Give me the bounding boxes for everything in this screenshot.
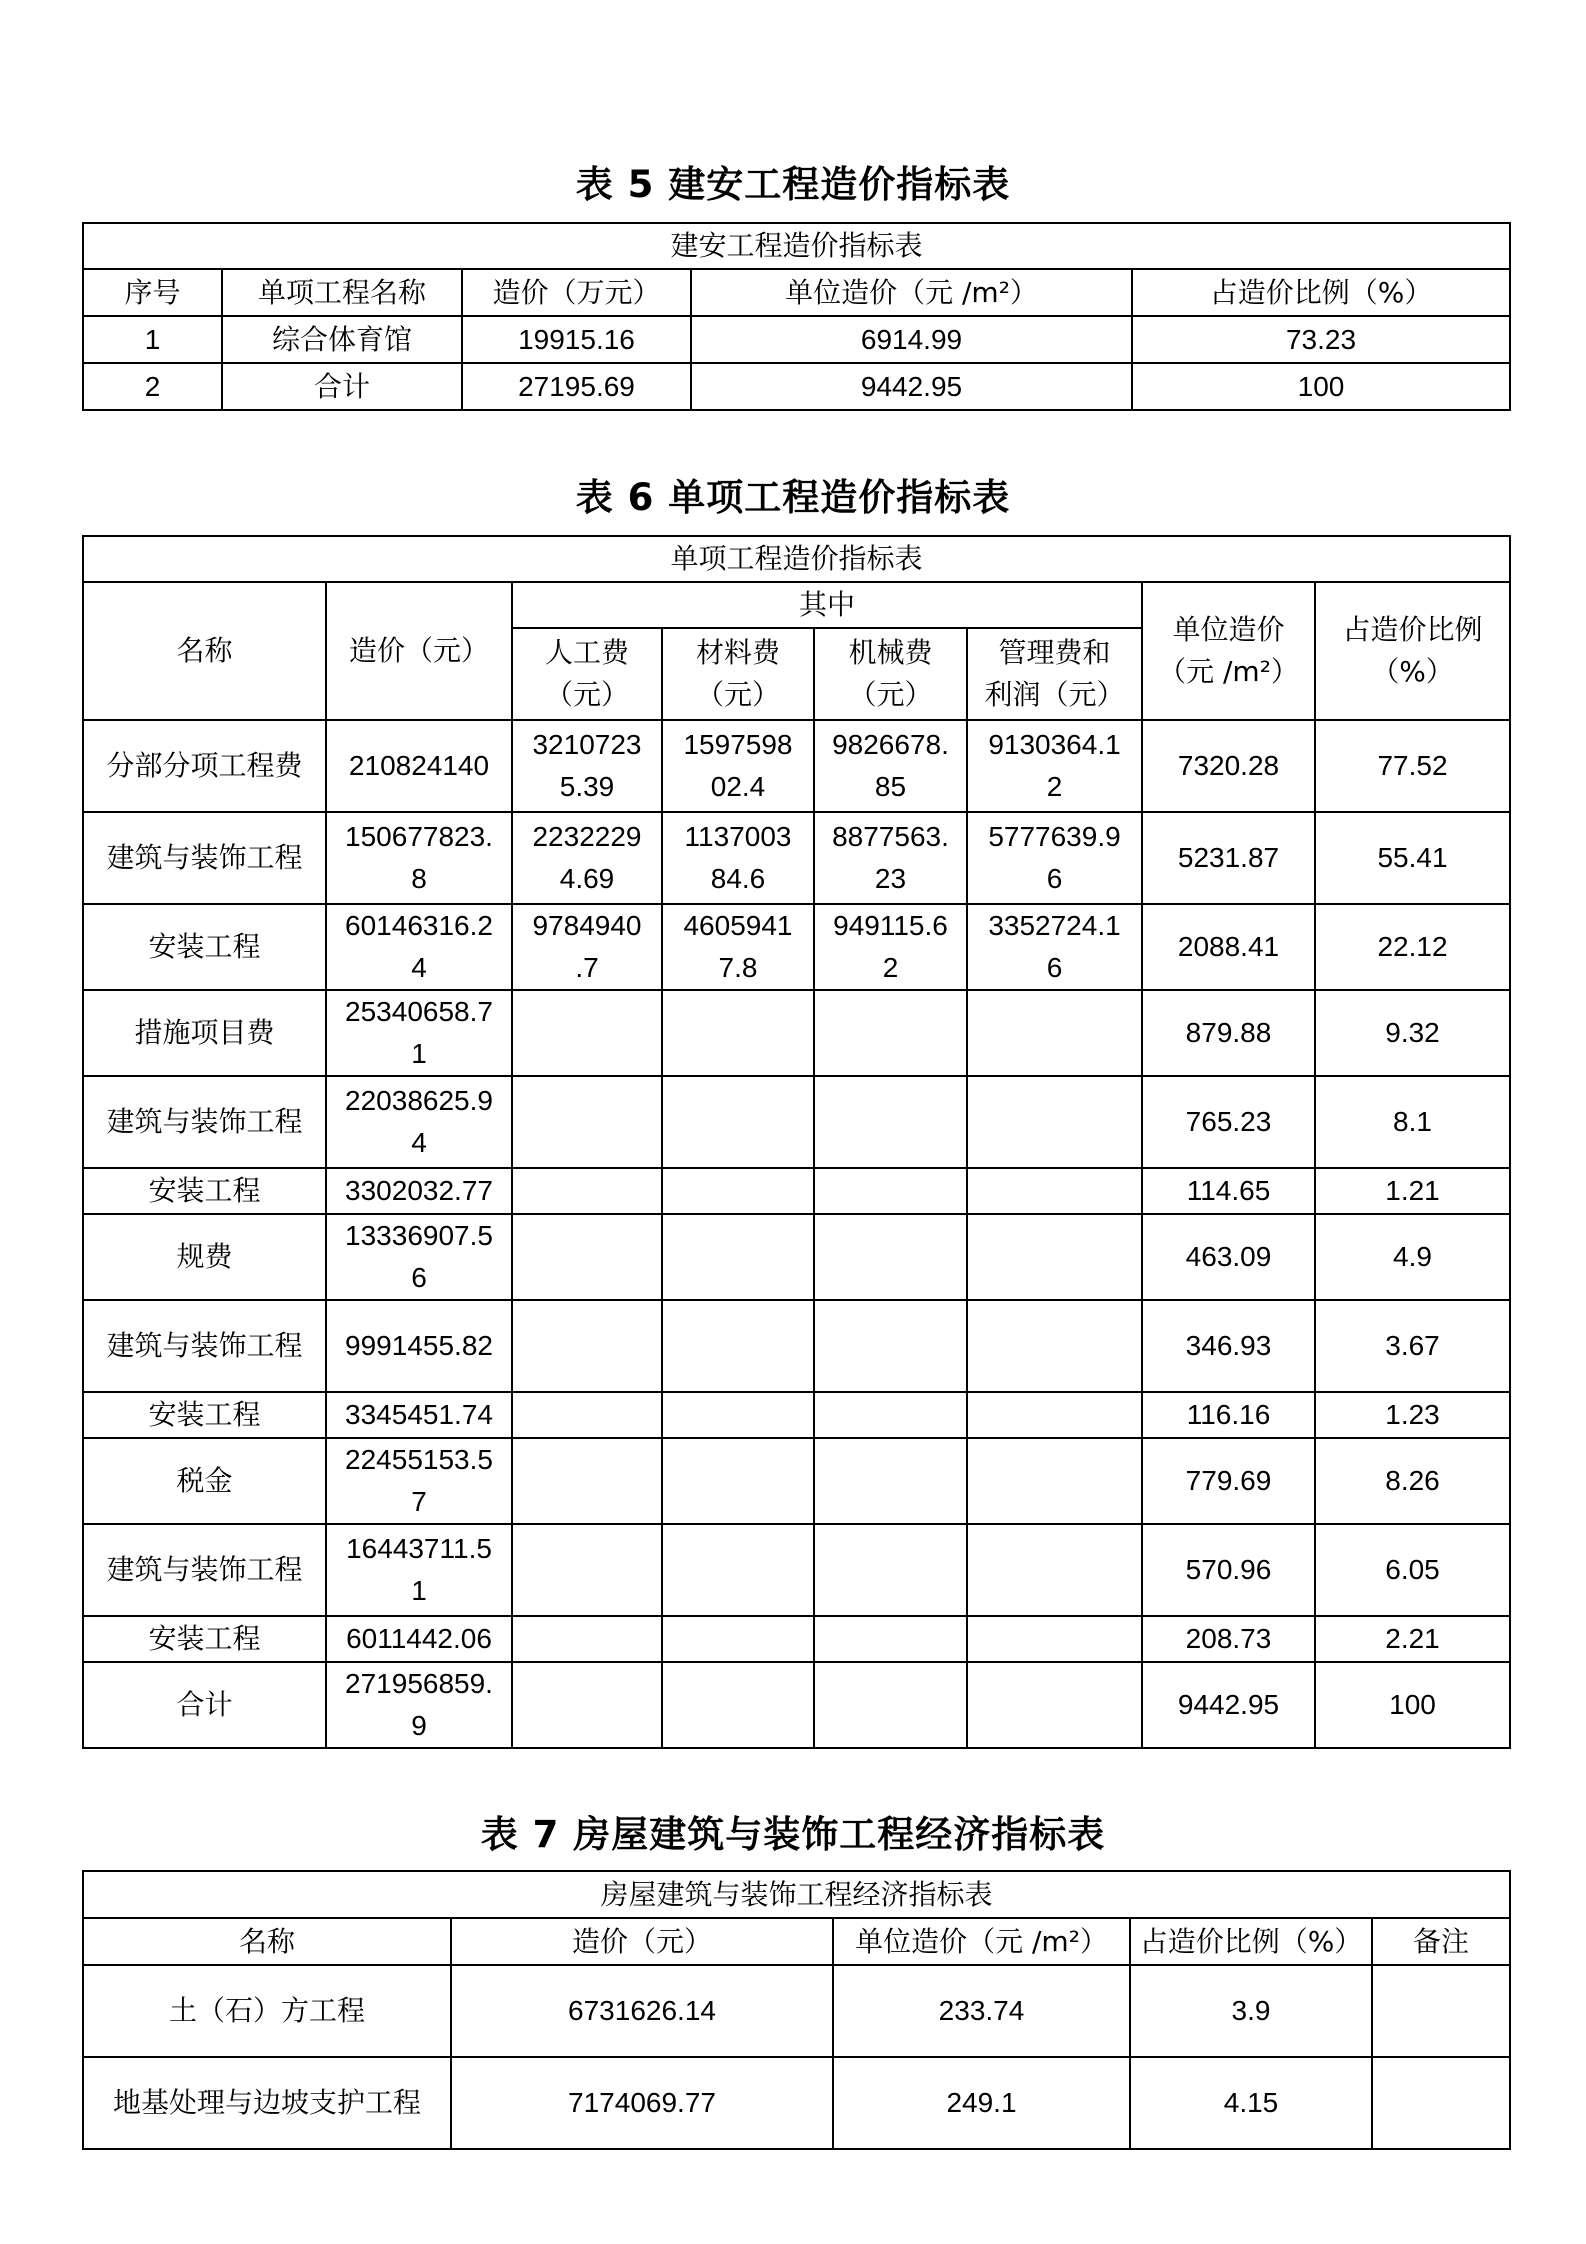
table-cell: 3352724.1 6 bbox=[967, 904, 1142, 990]
table5-header-row bbox=[83, 269, 1510, 316]
table-cell bbox=[662, 1300, 814, 1392]
table-cell bbox=[662, 1524, 814, 1616]
table-cell: 合计 bbox=[222, 363, 462, 410]
table-row bbox=[83, 1214, 1510, 1300]
table6-caption: 单项工程造价指标表 bbox=[83, 536, 1510, 582]
table5-title: 表 5 建安工程造价指标表 bbox=[575, 163, 1011, 206]
table-cell: 150677823. 8 bbox=[326, 812, 512, 904]
table-cell: 8.1 bbox=[1315, 1076, 1510, 1168]
table6-header-labor: 人工费 （元） bbox=[512, 628, 662, 720]
table-cell bbox=[967, 1214, 1142, 1300]
table7-header-cell: 占造价比例（%） bbox=[1130, 1918, 1372, 1965]
table5-header-cell: 序号 bbox=[83, 269, 222, 316]
table-cell bbox=[662, 1168, 814, 1214]
table-cell bbox=[814, 1524, 967, 1616]
table-cell: 16443711.5 1 bbox=[326, 1524, 512, 1616]
table6-header-unit: 单位造价 （元 /m²） bbox=[1142, 582, 1315, 720]
table-cell: 综合体育馆 bbox=[222, 316, 462, 363]
table-cell: 规费 bbox=[83, 1214, 326, 1300]
table-cell: 1 bbox=[83, 316, 222, 363]
table-cell: 100 bbox=[1315, 1662, 1510, 1748]
table5 bbox=[82, 222, 1511, 411]
table-cell bbox=[662, 990, 814, 1076]
table-cell: 210824140 bbox=[326, 720, 512, 812]
table-cell: 779.69 bbox=[1142, 1438, 1315, 1524]
table-cell: 73.23 bbox=[1132, 316, 1510, 363]
table7-header-row bbox=[83, 1918, 1510, 1965]
table-cell: 463.09 bbox=[1142, 1214, 1315, 1300]
table-cell bbox=[512, 1300, 662, 1392]
table-cell: 8.26 bbox=[1315, 1438, 1510, 1524]
table6-header-material: 材料费 （元） bbox=[662, 628, 814, 720]
table-cell bbox=[967, 990, 1142, 1076]
table6-header-cost: 造价（元） bbox=[326, 582, 512, 720]
table6-header-name: 名称 bbox=[83, 582, 326, 720]
table-cell: 100 bbox=[1132, 363, 1510, 410]
table-cell bbox=[512, 990, 662, 1076]
table5-header-cell: 单位造价（元 /m²） bbox=[691, 269, 1132, 316]
table-cell: 9.32 bbox=[1315, 990, 1510, 1076]
table-cell: 1137003 84.6 bbox=[662, 812, 814, 904]
table7 bbox=[82, 1870, 1511, 2150]
table-row bbox=[83, 1438, 1510, 1524]
table-row bbox=[83, 1662, 1510, 1748]
table-cell: 25340658.7 1 bbox=[326, 990, 512, 1076]
table-cell: 9130364.1 2 bbox=[967, 720, 1142, 812]
table-cell: 土（石）方工程 bbox=[83, 1965, 451, 2057]
table6-header-group: 其中 bbox=[512, 582, 1142, 628]
table-cell bbox=[967, 1300, 1142, 1392]
table-row bbox=[83, 904, 1510, 990]
table-cell: 2232229 4.69 bbox=[512, 812, 662, 904]
table-cell bbox=[814, 1300, 967, 1392]
table-cell bbox=[967, 1076, 1142, 1168]
table-cell: 安装工程 bbox=[83, 1168, 326, 1214]
table-cell: 9991455.82 bbox=[326, 1300, 512, 1392]
table-cell: 建筑与装饰工程 bbox=[83, 1300, 326, 1392]
table-cell bbox=[662, 1438, 814, 1524]
table-cell: 2088.41 bbox=[1142, 904, 1315, 990]
table-cell bbox=[662, 1662, 814, 1748]
table-cell bbox=[1372, 1965, 1510, 2057]
table-cell: 3302032.77 bbox=[326, 1168, 512, 1214]
table-row bbox=[83, 1524, 1510, 1616]
table-row bbox=[83, 1392, 1510, 1438]
table-cell: 合计 bbox=[83, 1662, 326, 1748]
table-cell: 3210723 5.39 bbox=[512, 720, 662, 812]
table-cell: 208.73 bbox=[1142, 1616, 1315, 1662]
table7-header-cell: 名称 bbox=[83, 1918, 451, 1965]
table-cell bbox=[512, 1524, 662, 1616]
table-cell: 建筑与装饰工程 bbox=[83, 1524, 326, 1616]
table-cell: 114.65 bbox=[1142, 1168, 1315, 1214]
table-cell bbox=[814, 1392, 967, 1438]
table-cell bbox=[1372, 2057, 1510, 2149]
table-cell: 22.12 bbox=[1315, 904, 1510, 990]
table-cell bbox=[814, 1438, 967, 1524]
table-cell: 2.21 bbox=[1315, 1616, 1510, 1662]
table-cell bbox=[814, 990, 967, 1076]
table-cell bbox=[967, 1616, 1142, 1662]
table-cell: 6731626.14 bbox=[451, 1965, 833, 2057]
table-cell: 4605941 7.8 bbox=[662, 904, 814, 990]
table-cell: 5777639.9 6 bbox=[967, 812, 1142, 904]
table-cell: 19915.16 bbox=[462, 316, 691, 363]
table-cell: 6914.99 bbox=[691, 316, 1132, 363]
table-cell bbox=[512, 1616, 662, 1662]
table5-header-cell: 造价（万元） bbox=[462, 269, 691, 316]
table-cell bbox=[512, 1662, 662, 1748]
table-cell: 3.67 bbox=[1315, 1300, 1510, 1392]
table-cell bbox=[512, 1438, 662, 1524]
table6-header-mgmt: 管理费和 利润（元） bbox=[967, 628, 1142, 720]
table-cell: 60146316.2 4 bbox=[326, 904, 512, 990]
table-cell bbox=[967, 1438, 1142, 1524]
table-cell bbox=[814, 1214, 967, 1300]
table-cell: 9442.95 bbox=[691, 363, 1132, 410]
table-cell: 13336907.5 6 bbox=[326, 1214, 512, 1300]
table-cell: 77.52 bbox=[1315, 720, 1510, 812]
table-cell: 1.23 bbox=[1315, 1392, 1510, 1438]
table-cell bbox=[512, 1392, 662, 1438]
table-cell bbox=[814, 1662, 967, 1748]
table-cell: 9784940 .7 bbox=[512, 904, 662, 990]
table-cell: 5231.87 bbox=[1142, 812, 1315, 904]
table-cell: 1597598 02.4 bbox=[662, 720, 814, 812]
table-cell: 安装工程 bbox=[83, 904, 326, 990]
table-cell: 建筑与装饰工程 bbox=[83, 812, 326, 904]
table-row bbox=[83, 1300, 1510, 1392]
table-cell: 3.9 bbox=[1130, 1965, 1372, 2057]
table-cell: 4.15 bbox=[1130, 2057, 1372, 2149]
table-cell: 安装工程 bbox=[83, 1616, 326, 1662]
table-cell bbox=[814, 1616, 967, 1662]
table7-header-cell: 单位造价（元 /m²） bbox=[833, 1918, 1130, 1965]
table-row bbox=[83, 990, 1510, 1076]
table-cell: 116.16 bbox=[1142, 1392, 1315, 1438]
table-cell: 9442.95 bbox=[1142, 1662, 1315, 1748]
table-row bbox=[83, 720, 1510, 812]
table7-header-cell: 备注 bbox=[1372, 1918, 1510, 1965]
table-cell: 249.1 bbox=[833, 2057, 1130, 2149]
table5-caption: 建安工程造价指标表 bbox=[83, 223, 1510, 269]
table-cell: 3345451.74 bbox=[326, 1392, 512, 1438]
table-cell bbox=[662, 1392, 814, 1438]
table-row bbox=[83, 812, 1510, 904]
table-row bbox=[83, 363, 1510, 410]
table7-caption: 房屋建筑与装饰工程经济指标表 bbox=[83, 1871, 1510, 1918]
table-cell: 2 bbox=[83, 363, 222, 410]
table-cell bbox=[814, 1168, 967, 1214]
table-cell bbox=[662, 1616, 814, 1662]
table-cell: 措施项目费 bbox=[83, 990, 326, 1076]
table5-header-cell: 单项工程名称 bbox=[222, 269, 462, 316]
table-cell: 安装工程 bbox=[83, 1392, 326, 1438]
table-cell bbox=[662, 1214, 814, 1300]
table-row bbox=[83, 2057, 1510, 2149]
table-cell: 27195.69 bbox=[462, 363, 691, 410]
table-cell bbox=[967, 1168, 1142, 1214]
table-cell bbox=[967, 1392, 1142, 1438]
table-cell: 6.05 bbox=[1315, 1524, 1510, 1616]
table-cell: 7320.28 bbox=[1142, 720, 1315, 812]
table-cell bbox=[512, 1214, 662, 1300]
table-cell: 税金 bbox=[83, 1438, 326, 1524]
table-row bbox=[83, 1168, 1510, 1214]
table-cell: 271956859. 9 bbox=[326, 1662, 512, 1748]
table-cell: 22455153.5 7 bbox=[326, 1438, 512, 1524]
table6-header-ratio: 占造价比例 （%） bbox=[1315, 582, 1510, 720]
table6-header-machine: 机械费 （元） bbox=[814, 628, 967, 720]
table-cell: 4.9 bbox=[1315, 1214, 1510, 1300]
table-cell: 7174069.77 bbox=[451, 2057, 833, 2149]
table-cell: 9826678. 85 bbox=[814, 720, 967, 812]
table-cell: 1.21 bbox=[1315, 1168, 1510, 1214]
table-cell: 8877563. 23 bbox=[814, 812, 967, 904]
table-cell: 22038625.9 4 bbox=[326, 1076, 512, 1168]
table-cell: 765.23 bbox=[1142, 1076, 1315, 1168]
table-cell bbox=[814, 1076, 967, 1168]
table-cell: 233.74 bbox=[833, 1965, 1130, 2057]
table-cell: 分部分项工程费 bbox=[83, 720, 326, 812]
table-cell bbox=[967, 1662, 1142, 1748]
table-cell: 地基处理与边坡支护工程 bbox=[83, 2057, 451, 2149]
table5-header-cell: 占造价比例（%） bbox=[1132, 269, 1510, 316]
table6-title: 表 6 单项工程造价指标表 bbox=[575, 476, 1011, 519]
table-cell bbox=[967, 1524, 1142, 1616]
table-cell: 55.41 bbox=[1315, 812, 1510, 904]
table-cell: 570.96 bbox=[1142, 1524, 1315, 1616]
table-cell: 879.88 bbox=[1142, 990, 1315, 1076]
table-cell: 949115.6 2 bbox=[814, 904, 967, 990]
table-row bbox=[83, 1616, 1510, 1662]
table-cell bbox=[662, 1076, 814, 1168]
table6 bbox=[82, 535, 1511, 1749]
table-row bbox=[83, 1965, 1510, 2057]
table-cell: 建筑与装饰工程 bbox=[83, 1076, 326, 1168]
table-row bbox=[83, 316, 1510, 363]
table7-title: 表 7 房屋建筑与装饰工程经济指标表 bbox=[480, 1813, 1106, 1856]
table-cell bbox=[512, 1076, 662, 1168]
table-row bbox=[83, 1076, 1510, 1168]
table-cell bbox=[512, 1168, 662, 1214]
table-cell: 6011442.06 bbox=[326, 1616, 512, 1662]
table-cell: 346.93 bbox=[1142, 1300, 1315, 1392]
table7-header-cell: 造价（元） bbox=[451, 1918, 833, 1965]
